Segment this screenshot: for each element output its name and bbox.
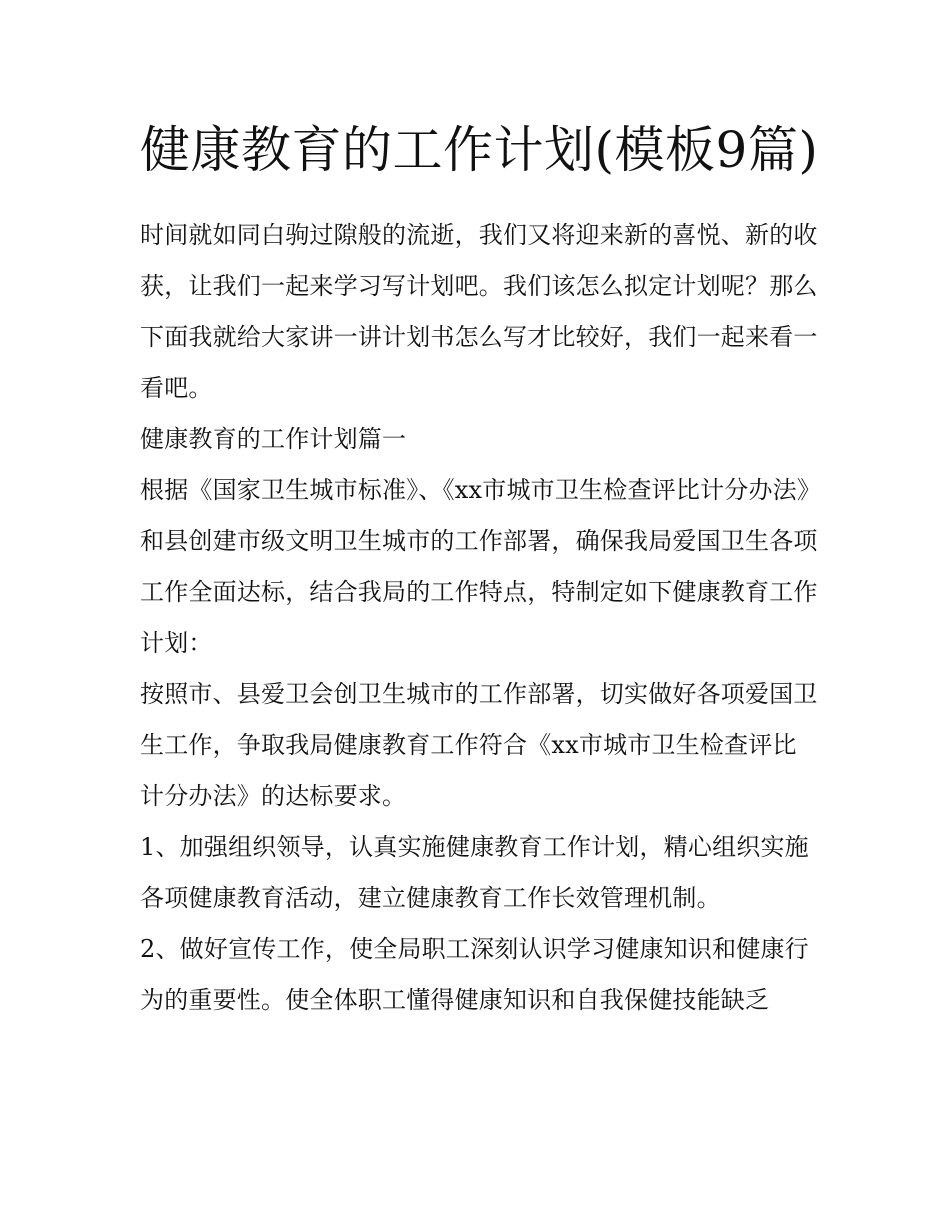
document-body [140,112,820,1026]
section-heading: 健康教育的工作计划篇一 [140,425,407,453]
intro-paragraph: 时间就如同白驹过隙般的流逝，我们又将迎来新的喜悦、新的收获，让我们一起来学习写计划吧。我们该怎么拟定计划呢？那么下面我就给大家讲一讲计划书怎么写才比较好，我们一起来看一看吧。 [140,221,818,402]
body-paragraph: 按照市、县爱卫会创卫生城市的工作部署，切实做好各项爱国卫生工作，争取我局健康教育工作符合《xx市城市卫生检查评比计分办法》的达标要求。 [140,680,818,810]
numbered-item: 1、加强组织领导，认真实施健康教育工作计划，精心组织实施各项健康教育活动，建立健康教育工作长效管理机制。 [140,833,809,912]
body-paragraph: 根据《国家卫生城市标准》、《xx市城市卫生检查评比计分办法》和县创建市级文明卫生城市的工作部署，确保我局爱国卫生各项工作全面达标，结合我局的工作特点，特制定如下健康教育工作计划： [140,476,818,657]
document-title: 健康教育的工作计划(模板9篇) [140,121,819,179]
numbered-item: 2、做好宣传工作，使全局职工深刻认识学习健康知识和健康行为的重要性。使全体职工懂得健康知识和自我保健技能缺乏 [140,935,809,1014]
